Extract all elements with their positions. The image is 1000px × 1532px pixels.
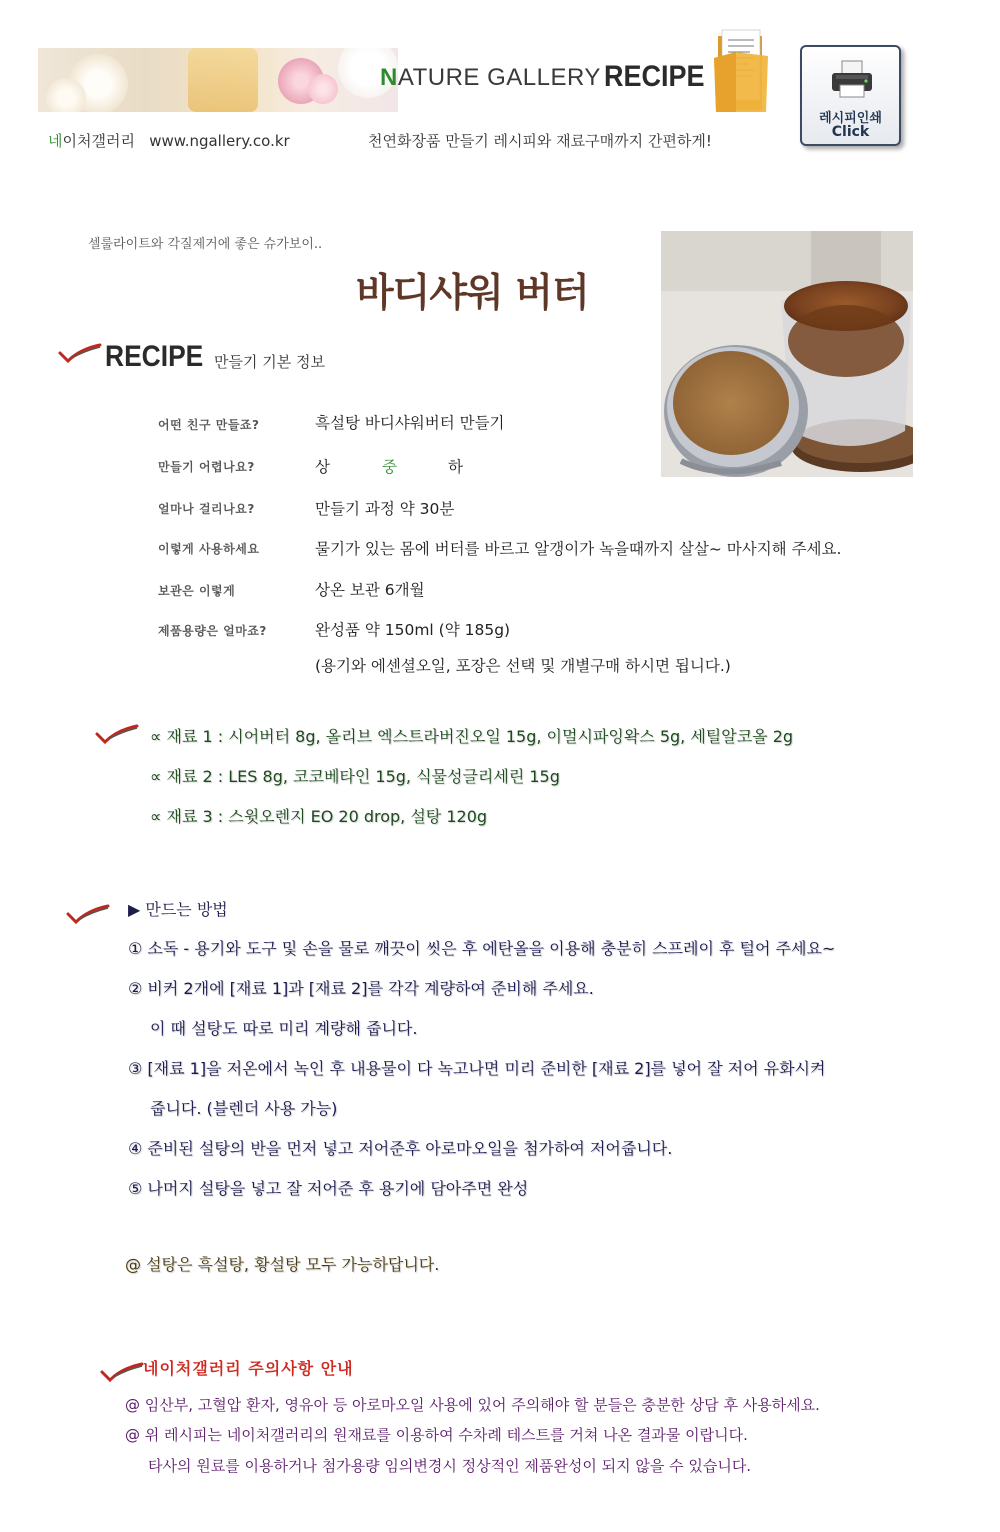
info-answer-usage: 물기가 있는 몸에 버터를 바르고 알갱이가 녹을때까지 살살~ 마사지해 주세요.	[315, 540, 842, 558]
product-photo	[661, 231, 913, 477]
info-question-usage: 이렇게 사용하세요	[158, 542, 260, 556]
header-recipe-word: RECIPE	[604, 60, 705, 93]
recipe-section-sublabel: 만들기 기본 정보	[214, 353, 325, 371]
checkmark-icon	[66, 904, 110, 926]
material-line-2: ∝ 재료 2 : LES 8g, 코코베타인 15g, 식물성글리세린 15g	[150, 767, 560, 786]
method-step-2-continued: 이 때 설탕도 따로 미리 계량해 줍니다.	[150, 1019, 418, 1038]
print-button-click-label: Click	[831, 124, 870, 140]
printer-icon	[830, 59, 874, 99]
info-answer-storage: 상온 보관 6개월	[315, 581, 425, 599]
caution-title: 네이처갤러리 주의사항 안내	[143, 1359, 354, 1378]
info-question-time: 얼마나 걸리나요?	[158, 502, 255, 516]
caution-line-3: 타사의 원료를 이용하거나 첨가용량 임의변경시 정상적인 제품완성이 되지 않을 수 있습니다.	[148, 1457, 752, 1475]
brand-title	[380, 64, 601, 92]
site-name: 이처갤러리	[62, 132, 135, 150]
header-banner-image	[38, 48, 398, 112]
difficulty-level-high: 상	[315, 458, 330, 476]
site-url-link[interactable]: www.ngallery.co.kr	[149, 132, 290, 150]
info-question-amount: 제품용량은 얼마죠?	[158, 624, 267, 638]
print-button-label: 레시피인쇄	[819, 111, 882, 126]
slogan: 천연화장품 만들기 레시피와 재료구매까지 간편하게!	[368, 132, 712, 150]
info-question-what: 어떤 친구 만들죠?	[158, 418, 260, 432]
print-recipe-button[interactable]	[800, 45, 901, 146]
caution-line-2: @ 위 레시피는 네이처갤러리의 원재료를 이용하여 수차례 테스트를 거쳐 나온 결과물 이랍니다.	[125, 1426, 748, 1444]
info-question-storage: 보관은 이렇게	[158, 584, 236, 598]
info-answer-time: 만들기 과정 약 30분	[315, 500, 455, 518]
site-info	[48, 130, 290, 151]
method-title: ▶ 만드는 방법	[128, 900, 228, 919]
recipe-subtitle: 셀룰라이트와 각질제거에 좋은 슈가보이..	[88, 237, 323, 252]
checkmark-icon	[95, 724, 139, 746]
recipe-section-label: RECIPE	[105, 340, 204, 373]
method-step-4: ④ 준비된 설탕의 반을 먼저 넣고 저어준후 아로마오일을 첨가하여 저어줍니다.	[128, 1139, 673, 1158]
checkmark-icon	[58, 343, 102, 365]
brand-name-rest: ATURE GALLERY	[397, 64, 601, 91]
folder-icon	[712, 28, 770, 114]
info-answer-what: 흑설탕 바디샤워버터 만들기	[315, 414, 505, 432]
material-line-1: ∝ 재료 1 : 시어버터 8g, 올리브 엑스트라버진오일 15g, 이멀시파잉왁스 5g, 세틸알코올 2g	[150, 727, 794, 746]
caution-line-1: @ 임산부, 고혈압 환자, 영유아 등 아로마오일 사용에 있어 주의해야 할 분들은 충분한 상담 후 사용하세요.	[125, 1396, 820, 1414]
difficulty-level-medium-selected: 중	[382, 458, 397, 476]
info-answer-amount: 완성품 약 150ml (약 185g)	[315, 621, 511, 639]
site-name-first: 네	[48, 132, 63, 150]
method-step-3-continued: 줍니다. (블렌더 사용 가능)	[150, 1099, 338, 1118]
method-step-3: ③ [재료 1]을 저온에서 녹인 후 내용물이 다 녹고나면 미리 준비한 [재료 2]를 넣어 잘 저어 유화시켜	[128, 1059, 826, 1078]
difficulty-level-low: 하	[448, 458, 463, 476]
info-question-difficulty: 만들기 어렵나요?	[158, 460, 255, 474]
brand-initial: N	[380, 64, 398, 91]
method-step-1: ① 소독 - 용기와 도구 및 손을 물로 깨끗이 씻은 후 에탄올을 이용해 충분히 스프레이 후 털어 주세요~	[128, 939, 836, 958]
method-step-5: ⑤ 나머지 설탕을 넣고 잘 저어준 후 용기에 담아주면 완성	[128, 1179, 529, 1198]
checkmark-icon	[100, 1362, 144, 1384]
method-note: @ 설탕은 흑설탕, 황설탕 모두 가능하답니다.	[125, 1255, 440, 1274]
recipe-title: 바디샤워 버터	[356, 271, 589, 316]
method-step-2: ② 비커 2개에 [재료 1]과 [재료 2]를 각각 계량하여 준비해 주세요.	[128, 979, 594, 998]
material-line-3: ∝ 재료 3 : 스윗오렌지 EO 20 drop, 설탕 120g	[150, 807, 488, 826]
info-amount-note: (용기와 에센셜오일, 포장은 선택 및 개별구매 하시면 됩니다.)	[315, 657, 731, 675]
